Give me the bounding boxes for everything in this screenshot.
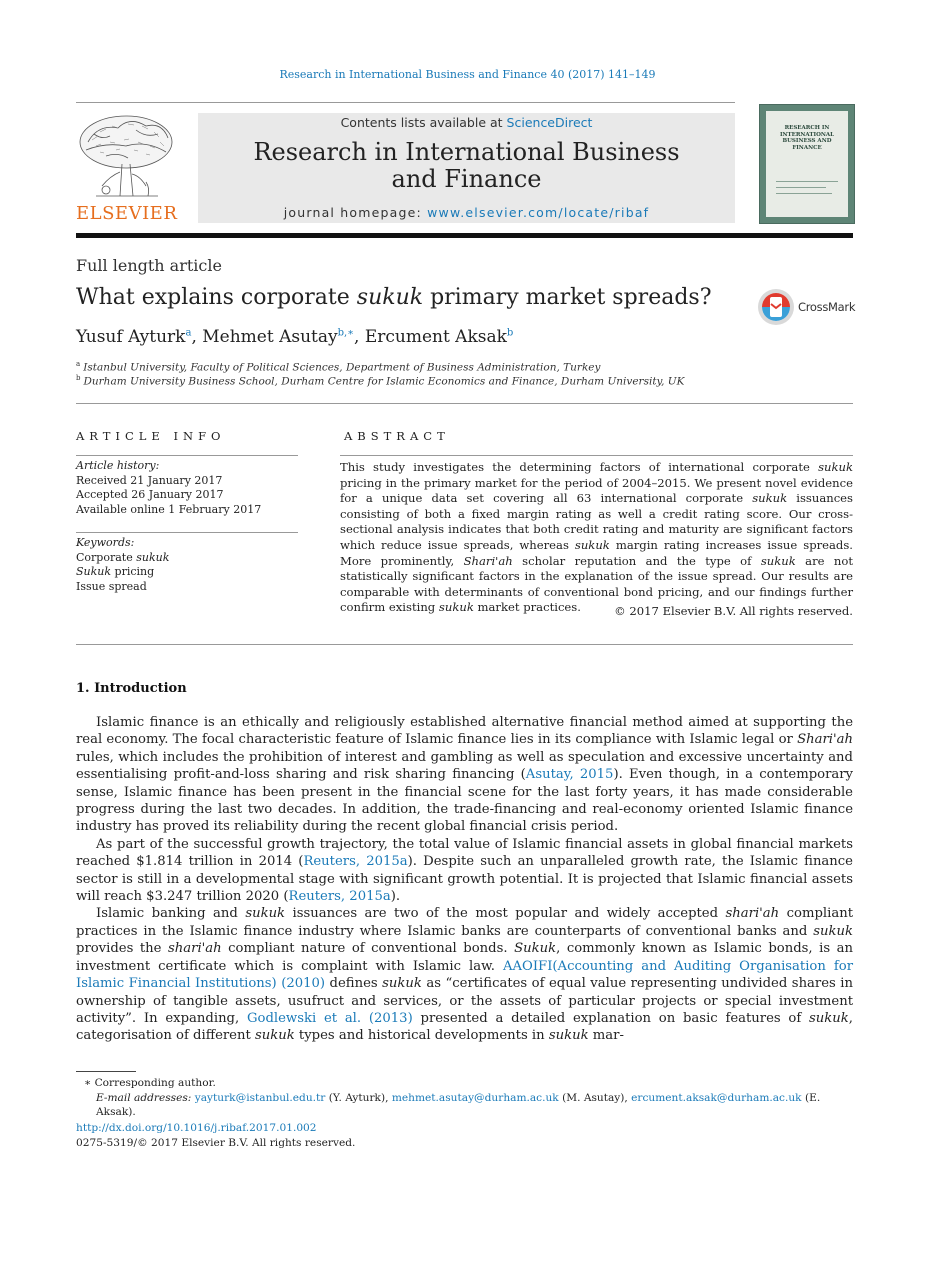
abstract-bottom-rule <box>76 644 853 645</box>
keyword: Issue spread <box>76 579 147 593</box>
paragraph: As part of the successful growth trajectory, the total value of Islamic financial assets in global financial markets reached $1.814 trillion in 2014 (Reuters, 2015a). Despite such an unparalleled growth rate, the Islamic finance sector is still in a developmental stage with significant growth potential. It is projected that Islamic financial assets will reach $3.247 trillion 2020 (Reuters, 2015a). <box>76 836 853 905</box>
homepage-line: journal homepage: www.elsevier.com/locate/ribaf <box>283 205 650 220</box>
journal-banner <box>198 113 735 223</box>
journal-reference[interactable]: Research in International Business and Finance 40 (2017) 141–149 <box>279 68 656 81</box>
abstract-heading: ABSTRACT <box>344 429 450 443</box>
article-info-rule <box>76 455 298 456</box>
article-type: Full length article <box>76 256 222 275</box>
elsevier-wordmark: ELSEVIER <box>76 203 178 224</box>
author-affil-mark[interactable]: b,∗ <box>337 327 354 339</box>
keyword: Corporate sukuk <box>76 550 170 564</box>
homepage-link[interactable]: www.elsevier.com/locate/ribaf <box>427 205 650 220</box>
email-addresses: E-mail addresses: yayturk@istanbul.edu.tr (Y. Ayturk), mehmet.asutay@durham.ac.uk (M. Asutay), ercument.aksak@durham.ac.uk (E. Aksak). <box>96 1091 821 1118</box>
author-name: Ercument Aksak <box>364 327 507 347</box>
citation-link[interactable]: Reuters, 2015a <box>288 889 391 905</box>
header-thick-rule <box>76 233 853 238</box>
article-info-heading: ARTICLE INFO <box>76 429 226 443</box>
keywords: Keywords: Corporate sukuk Sukuk pricing Issue spread <box>76 536 298 594</box>
affiliation-divider <box>76 403 853 404</box>
citation-link[interactable]: AAOIFI(Accounting and Auditing Organisation for Islamic Financial Institutions) (2010) <box>76 958 853 992</box>
paragraph: Islamic banking and sukuk issuances are two of the most popular and widely accepted shari'ah compliant practices in the Islamic finance industry where Islamic banks are counterparts of conventional banks and sukuk provides the shari'ah compliant nature of conventional bonds. Sukuk, commonly known as Islamic bonds, is an investment certificate which is complaint with Islamic law. AAOIFI(Accounting and Auditing Organisation for Islamic Financial Institutions) (2010) defines sukuk as “certificates of equal value representing undivided shares in ownership of tangible assets, usufruct and services, or the assets of particular projects or special investment activity”. In expanding, Godlewski et al. (2013) presented a detailed explanation on basic features of sukuk, categorisation of different sukuk types and historical developments in sukuk mar- <box>76 906 854 1044</box>
header-top-rule <box>76 102 735 103</box>
crossmark-badge[interactable] <box>757 288 855 328</box>
journal-title: Research in International Business and Finance <box>253 138 680 193</box>
corresponding-author-note: ∗ Corresponding author. <box>84 1077 216 1089</box>
citation-link[interactable]: Asutay, 2015 <box>525 767 614 783</box>
author-name: Yusuf Ayturk <box>76 327 186 347</box>
keywords-rule <box>76 532 298 533</box>
email-link[interactable]: yayturk@istanbul.edu.tr <box>194 1091 326 1104</box>
section-heading-introduction: 1. Introduction <box>76 681 187 696</box>
crossmark-label: CrossMark <box>798 300 856 314</box>
cover-title: RESEARCH IN INTERNATIONAL BUSINESS AND FINANCE <box>779 125 835 151</box>
footnote-rule <box>76 1071 136 1072</box>
article-history: Article history: Received 21 January 2017 Accepted 26 January 2017 Available online 1 February 2017 <box>76 459 262 516</box>
journal-cover[interactable] <box>759 104 855 224</box>
sciencedirect-link[interactable]: ScienceDirect <box>506 115 593 130</box>
author-list: Yusuf Ayturk$^a$, Mehmet Asutay$^{b,∗}$, Ercument Aksak$^b$ <box>76 327 514 347</box>
citation-link[interactable]: Reuters, 2015a <box>303 854 408 870</box>
footnotes <box>76 1076 853 1120</box>
paragraph: Islamic finance is an ethically and religiously established alternative financial method aimed at supporting the real economy. The focal characteristic feature of Islamic finance lies in its compliance with Islamic legal or Shari'ah rules, which includes the prohibition of interest and gambling as well as speculation and excessive uncertainty and essentialising profit-and-loss sharing and risk sharing financing (Asutay, 2015). Even though, in a contemporary sense, Islamic finance has been present in the financial scene for the last forty years, it has made considerable progress during the last two decades. In addition, the trade-financing and real-economy oriented Islamic finance industry has proved its reliability during the recent global financial crisis period. <box>76 715 853 835</box>
abstract-rule <box>340 455 853 456</box>
email-link[interactable]: ercument.aksak@durham.ac.uk <box>631 1091 802 1104</box>
crossmark-icon <box>757 288 795 326</box>
doi-block <box>76 1121 355 1150</box>
author-name: Mehmet Asutay <box>202 327 338 347</box>
author-affil-mark[interactable]: b <box>506 327 514 339</box>
doi-link[interactable]: http://dx.doi.org/10.1016/j.ribaf.2017.01.002 <box>76 1122 317 1134</box>
affiliation-a: $^a$ Istanbul University, Faculty of Political Sciences, Department of Business Administration, Turkey <box>76 360 601 374</box>
author-affil-mark[interactable]: a <box>185 327 192 339</box>
affiliation-b: $^b$ Durham University Business School, Durham Centre for Islamic Economics and Finance, Durham University, UK <box>76 374 685 388</box>
keyword: Sukuk pricing <box>76 565 155 579</box>
introduction-body <box>76 714 853 1045</box>
abstract-text: This study investigates the determining factors of international corporate sukuk pricing in the primary market for the period of 2004–2015. We present novel evidence for a unique data set covering all 63 international corporate sukuk issuances consisting of both a fixed margin rating as well a credit rating score. Our cross-sectional analysis indicates that both credit rating and maturity are significant factors which reduce issue spreads, whereas sukuk margin rating increases issue spreads. More prominently, Shari'ah scholar reputation and the type of sukuk are not statistically significant factors in the explanation of the issue spread. Our results are comparable with determinants of conventional bond pricing, and our findings further confirm existing sukuk market practices. <box>340 460 853 615</box>
abstract-copyright: © 2017 Elsevier B.V. All rights reserved. <box>614 604 853 618</box>
citation-link[interactable]: Godlewski et al. (2013) <box>246 1010 413 1026</box>
email-link[interactable]: mehmet.asutay@durham.ac.uk <box>391 1091 559 1104</box>
elsevier-tree-icon <box>76 112 176 204</box>
elsevier-logo[interactable] <box>76 112 176 224</box>
issn-line: 0275-5319/© 2017 Elsevier B.V. All rights reserved. <box>76 1136 356 1149</box>
article-title: What explains corporate sukuk primary market spreads? <box>76 285 712 310</box>
contents-line: Contents lists available at ScienceDirect <box>340 115 593 130</box>
